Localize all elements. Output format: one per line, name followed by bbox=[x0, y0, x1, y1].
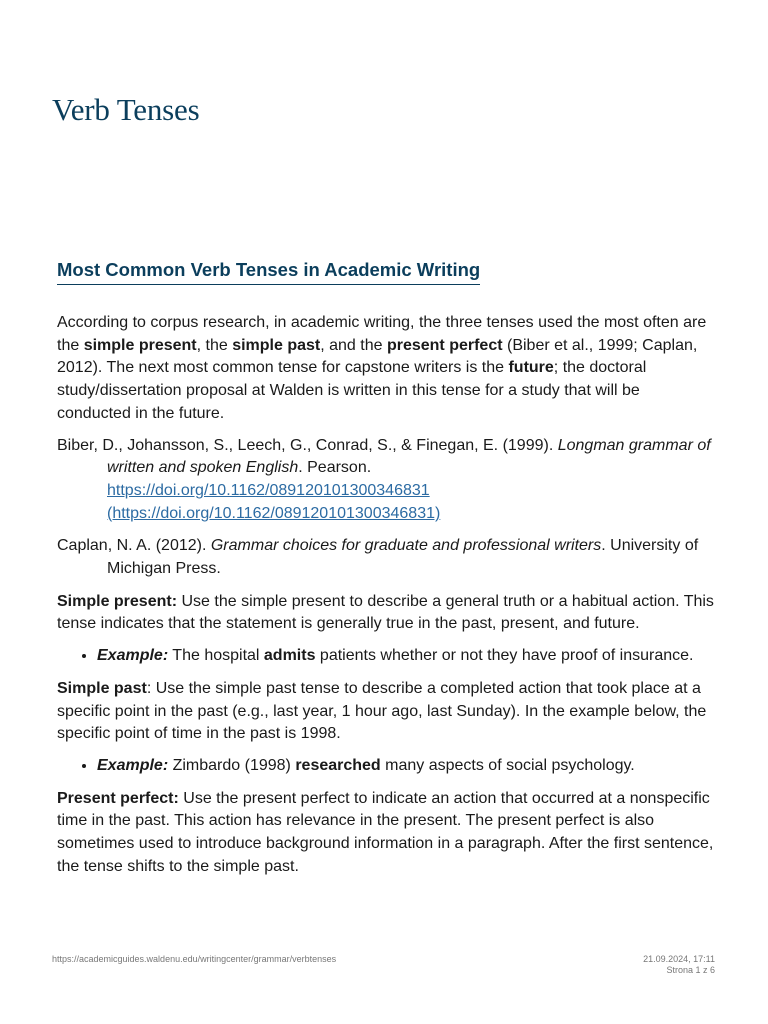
main-content bbox=[57, 256, 717, 887]
reference-caplan: Caplan, N. A. (2012). Grammar choices for graduate and professional writers. University of Michigan Press. bbox=[57, 537, 699, 578]
footer-datetime: 21.09.2024, 17:11 bbox=[643, 954, 715, 964]
doi-link-parenthetical[interactable]: (https://doi.org/10.1162/089120101300346831) bbox=[107, 504, 441, 522]
footer-url: https://academicguides.waldenu.edu/writingcenter/grammar/verbtenses bbox=[52, 954, 337, 964]
footer-page-number: Strona 1 z 6 bbox=[666, 965, 715, 975]
footer-info bbox=[643, 954, 715, 976]
list-item: • Example: The hospital admits patients whether or not they have proof of insurance. bbox=[97, 645, 717, 668]
simple-past-paragraph: Simple past: Use the simple past tense to describe a completed action that took place at a specific point in the past (e.g., last year, 1 hour ago, last Sunday). In the example below, the specific point of time in the past is 1998. bbox=[57, 679, 707, 743]
list-item: • Example: Zimbardo (1998) researched many aspects of social psychology. bbox=[97, 755, 717, 778]
page-title: Verb Tenses bbox=[52, 92, 200, 127]
reference-biber: Biber, D., Johansson, S., Leech, G., Conrad, S., & Finegan, E. (1999). Longman grammar of written and spoken English. Pearson. https://doi.org/10.1162/089120101300346831 (https://doi.org/10.1162/089120101300346831) bbox=[57, 436, 711, 522]
intro-paragraph: According to corpus research, in academic writing, the three tenses used the most often are the simple present, the simple past, and the present perfect (Biber et al., 1999; Caplan, 2012). The next most common tense for capstone writers is the future; the doctoral study/dissertation proposal at Walden is written in this tense for a study that will be conducted in the future. bbox=[57, 314, 707, 422]
section-heading: Most Common Verb Tenses in Academic Writing bbox=[57, 256, 480, 285]
simple-present-example-list bbox=[57, 645, 717, 668]
doi-link[interactable]: https://doi.org/10.1162/089120101300346831 bbox=[107, 481, 430, 499]
present-perfect-paragraph: Present perfect: Use the present perfect to indicate an action that occurred at a nonspecific time in the past. This action has relevance in the present. The present perfect is also sometimes used to introduce background information in a paragraph. After the first sentence, the tense shifts to the simple past. bbox=[57, 789, 714, 875]
simple-present-paragraph: Simple present: Use the simple present to describe a general truth or a habitual action. This tense indicates that the statement is generally true in the past, present, and future. bbox=[57, 592, 714, 633]
simple-past-example-list bbox=[57, 755, 717, 778]
